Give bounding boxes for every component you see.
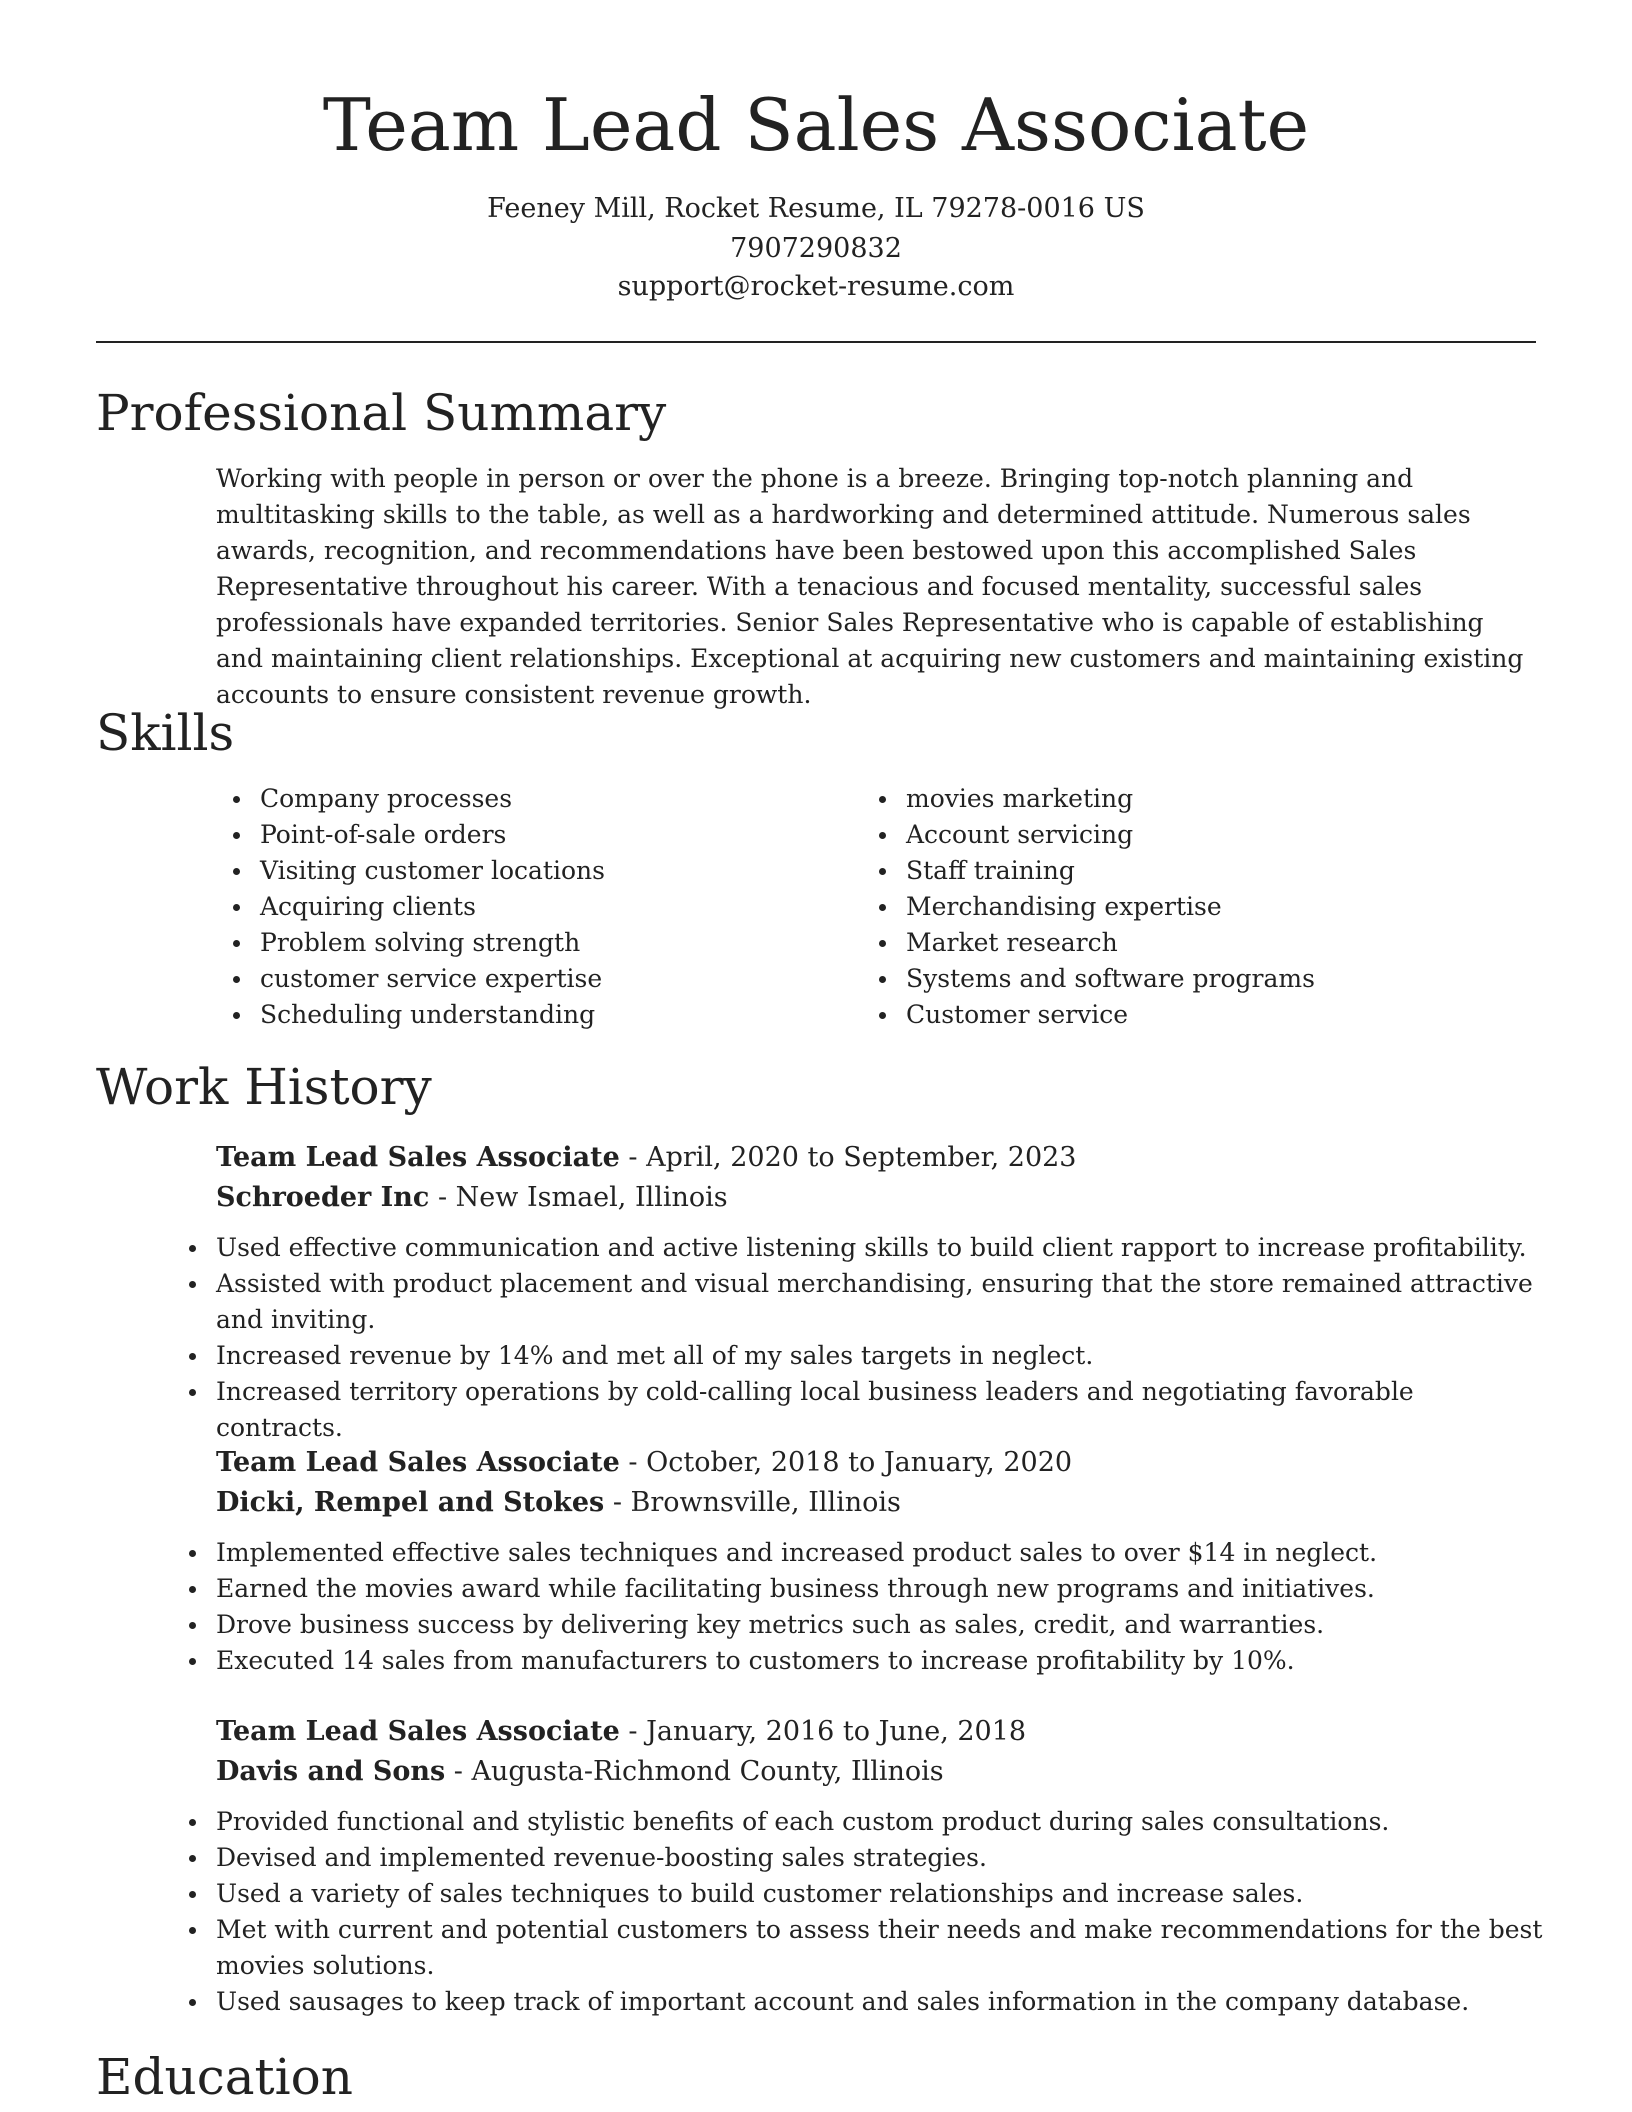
job-entry (216, 1138, 1546, 1446)
skill-item: Acquiring clients (216, 889, 856, 925)
job-location: - New Ismael, Illinois (429, 1182, 728, 1213)
contact-phone: 7907290832 (730, 233, 902, 264)
skill-item: Scheduling understanding (216, 997, 856, 1033)
resume-name: Team Lead Sales Associate (322, 83, 1310, 167)
job-bullet: Executed 14 sales from manufacturers to customers to increase profitability by 10%. (172, 1643, 1546, 1679)
header-divider (96, 341, 1536, 343)
education-heading: Education (96, 2048, 353, 2106)
summary-heading: Professional Summary (96, 384, 667, 442)
job-bullet: Increased revenue by 14% and met all of my sales targets in neglect. (172, 1338, 1546, 1374)
job-company: Davis and Sons (216, 1756, 446, 1787)
skill-item: Systems and software programs (862, 961, 1502, 997)
skill-item: Point-of-sale orders (216, 817, 856, 853)
skills-column-left (216, 781, 856, 1033)
job-bullet: Used effective communication and active listening skills to build client rapport to increase profitability. (172, 1230, 1546, 1266)
job-bullet: Used sausages to keep track of important account and sales information in the company database. (172, 1984, 1546, 2020)
job-company-line (216, 1178, 1546, 1218)
skill-item: Account servicing (862, 817, 1502, 853)
job-bullet: Earned the movies award while facilitating business through new programs and initiatives. (172, 1571, 1546, 1607)
job-title-line (216, 1443, 1546, 1483)
job-company: Dicki, Rempel and Stokes (216, 1487, 605, 1518)
job-bullet: Used a variety of sales techniques to build customer relationships and increase sales. (172, 1876, 1546, 1912)
skills-heading: Skills (96, 704, 235, 762)
job-bullet: Met with current and potential customers to assess their needs and make recommendations for the best movies solutions. (172, 1912, 1546, 1984)
job-dates: - January, 2016 to June, 2018 (619, 1716, 1027, 1747)
job-bullet: Provided functional and stylistic benefits of each custom product during sales consultations. (172, 1804, 1546, 1840)
skill-item: Problem solving strength (216, 925, 856, 961)
job-entry (216, 1443, 1546, 1679)
job-role: Team Lead Sales Associate (216, 1716, 620, 1747)
job-bullet: Implemented effective sales techniques and increased product sales to over $14 in neglect. (172, 1535, 1546, 1571)
skill-item: Staff training (862, 853, 1502, 889)
skill-item: Customer service (862, 997, 1502, 1033)
contact-email: support@rocket-resume.com (617, 271, 1015, 302)
job-title-line (216, 1138, 1546, 1178)
skill-item: Visiting customer locations (216, 853, 856, 889)
job-company-line (216, 1483, 1546, 1523)
skill-item: Market research (862, 925, 1502, 961)
job-company-line (216, 1752, 1546, 1792)
job-bullet: Assisted with product placement and visual merchandising, ensuring that the store remained attractive and inviting. (172, 1266, 1546, 1338)
contact-address: Feeney Mill, Rocket Resume, IL 79278-0016 US (487, 193, 1145, 224)
job-dates: - April, 2020 to September, 2023 (619, 1142, 1077, 1173)
skill-item: Company processes (216, 781, 856, 817)
job-role: Team Lead Sales Associate (216, 1142, 620, 1173)
job-location: - Brownsville, Illinois (604, 1487, 901, 1518)
work-history-heading: Work History (96, 1058, 432, 1116)
job-role: Team Lead Sales Associate (216, 1447, 620, 1478)
job-title-line (216, 1712, 1546, 1752)
skill-item: Merchandising expertise (862, 889, 1502, 925)
skill-item: customer service expertise (216, 961, 856, 997)
job-bullet: Increased territory operations by cold-calling local business leaders and negotiating favorable contracts. (172, 1374, 1546, 1446)
job-location: - Augusta-Richmond County, Illinois (445, 1756, 944, 1787)
job-company: Schroeder Inc (216, 1182, 430, 1213)
skills-column-right (862, 781, 1502, 1033)
job-entry (216, 1712, 1546, 2020)
skill-item: movies marketing (862, 781, 1502, 817)
summary-text: Working with people in person or over the phone is a breeze. Bringing top-notch planning and multitasking skills to the table, as well as a hardworking and determined attitude. Numerous sales awards, recognition, and recommendations have been bestowed upon this accomplished Sales Representative throughout his career. With a tenacious and focused mentality, successful sales professionals have expanded territories. Senior Sales Representative who is capable of establishing and maintaining client relationships. Exceptional at acquiring new customers and maintaining existing accounts to ensure consistent revenue growth. (216, 464, 1524, 709)
job-dates: - October, 2018 to January, 2020 (619, 1447, 1073, 1478)
job-bullet: Drove business success by delivering key metrics such as sales, credit, and warranties. (172, 1607, 1546, 1643)
job-bullet: Devised and implemented revenue-boosting sales strategies. (172, 1840, 1546, 1876)
